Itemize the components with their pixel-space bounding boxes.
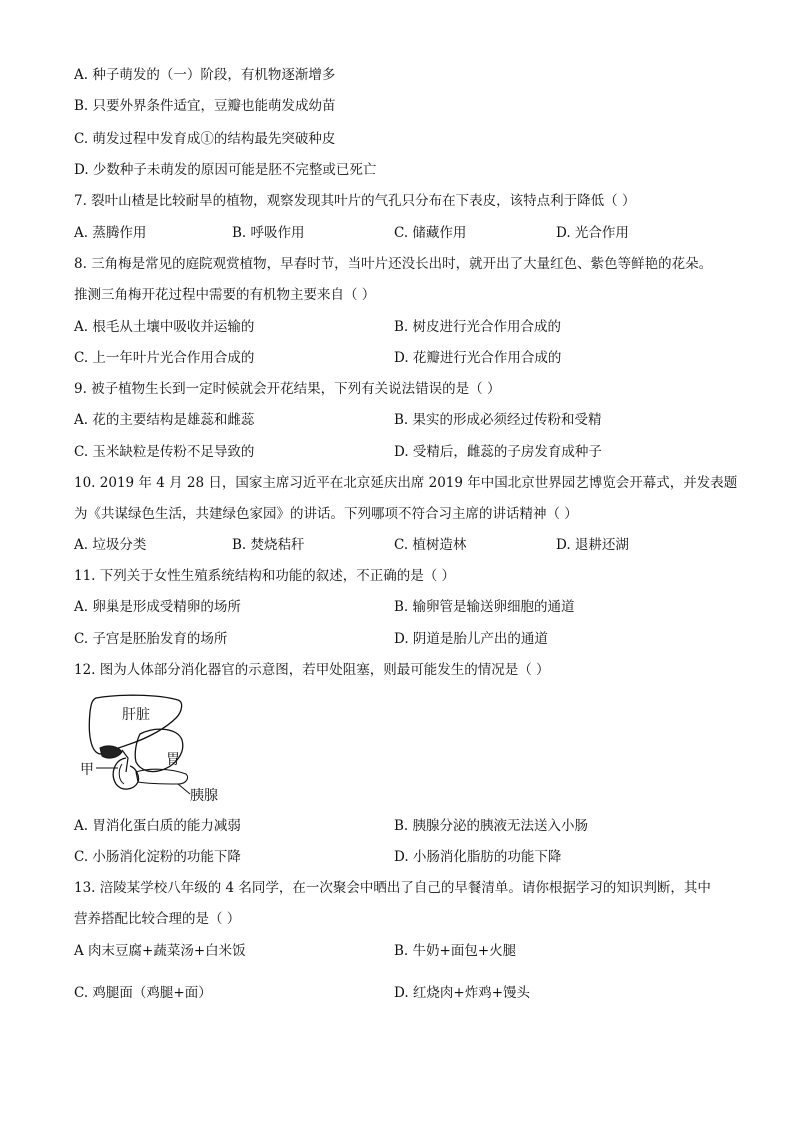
q10-option-c: C. 植树造林 bbox=[394, 537, 467, 553]
q13-option-d: D. 红烧肉+炸鸡+馒头 bbox=[394, 985, 531, 1001]
q7-option-a: A. 蒸腾作用 bbox=[74, 225, 147, 241]
pancreas-shape bbox=[136, 769, 188, 784]
q13-option-c: C. 鸡腿面（鸡腿+面） bbox=[74, 985, 212, 1001]
q12-option-b: B. 胰腺分泌的胰液无法送入小肠 bbox=[394, 818, 589, 834]
digestive-organs-diagram bbox=[78, 692, 228, 804]
q10-option-b: B. 焚烧秸秆 bbox=[232, 537, 305, 553]
q10-option-a: A. 垃圾分类 bbox=[74, 537, 147, 553]
q11-option-d: D. 阴道是胎儿产出的通道 bbox=[394, 631, 548, 647]
option-b: B. 只要外界条件适宜，豆瓣也能萌发成幼苗 bbox=[74, 98, 336, 114]
bile-duct-shape bbox=[122, 750, 128, 772]
q12-option-c: C. 小肠消化淀粉的功能下降 bbox=[74, 849, 241, 865]
question-8-stem-line1: 8. 三角梅是常见的庭院观赏植物，早春时节，当叶片还没长出时，就开出了大量红色、紫色等鲜艳的花朵。 bbox=[74, 256, 713, 272]
q9-option-d: D. 受精后，雌蕊的子房发育成种子 bbox=[394, 444, 602, 460]
question-7-stem: 7. 裂叶山楂是比较耐旱的植物，观察发现其叶片的气孔只分布在下表皮，该特点利于降低（ ） bbox=[74, 193, 636, 209]
q9-option-b: B. 果实的形成必须经过传粉和受精 bbox=[394, 412, 602, 428]
stomach-label: 胃 bbox=[166, 752, 180, 768]
q12-option-d: D. 小肠消化脂肪的功能下降 bbox=[394, 849, 562, 865]
q8-option-b: B. 树皮进行光合作用合成的 bbox=[394, 319, 562, 335]
jia-label: 甲 bbox=[80, 762, 94, 778]
q13-option-b: B. 牛奶+面包+火腿 bbox=[394, 943, 517, 959]
duodenum-shape bbox=[113, 758, 138, 789]
option-a: A. 种子萌发的（一）阶段，有机物逐渐增多 bbox=[74, 67, 336, 83]
q12-option-a: A. 胃消化蛋白质的能力减弱 bbox=[74, 818, 241, 834]
q8-option-c: C. 上一年叶片光合作用合成的 bbox=[74, 350, 255, 366]
q11-option-c: C. 子宫是胚胎发育的场所 bbox=[74, 631, 228, 647]
q7-option-b: B. 呼吸作用 bbox=[232, 225, 305, 241]
pancreas-label: 胰腺 bbox=[190, 788, 218, 804]
option-c: C. 萌发过程中发育成①的结构最先突破种皮 bbox=[74, 131, 336, 147]
question-9-stem: 9. 被子植物生长到一定时候就会开花结果，下列有关说法错误的是（ ） bbox=[74, 381, 501, 397]
q7-option-c: C. 储藏作用 bbox=[394, 225, 467, 241]
pancreas-pointer-line bbox=[178, 784, 190, 794]
question-11-stem: 11. 下列关于女性生殖系统结构和功能的叙述，不正确的是（ ） bbox=[74, 568, 456, 584]
q8-option-a: A. 根毛从土壤中吸收并运输的 bbox=[74, 319, 255, 335]
q11-option-b: B. 输卵管是输送卵细胞的通道 bbox=[394, 599, 575, 615]
question-13-stem-line1: 13. 涪陵某学校八年级的 4 名同学，在一次聚会中晒出了自己的早餐清单。请你根据学习的知识判断，其中 bbox=[74, 880, 711, 896]
q10-option-d: D. 退耕还湖 bbox=[556, 537, 629, 553]
question-10-stem-line2: 为《共谋绿色生活，共建绿色家园》的讲话。下列哪项不符合习主席的讲话精神（ ） bbox=[74, 506, 578, 522]
q8-option-d: D. 花瓣进行光合作用合成的 bbox=[394, 350, 562, 366]
option-d: D. 少数种子未萌发的原因可能是胚不完整或已死亡 bbox=[74, 162, 377, 178]
question-12-stem: 12. 图为人体部分消化器官的示意图，若甲处阻塞，则最可能发生的情况是（ ） bbox=[74, 662, 550, 678]
question-10-stem-line1: 10. 2019 年 4 月 28 日，国家主席习近平在北京延庆出席 2019 年中国北京世界园艺博览会开幕式，并发表题 bbox=[74, 475, 738, 491]
question-13-stem-line2: 营养搭配比较合理的是（ ） bbox=[74, 911, 241, 927]
q9-option-c: C. 玉米缺粒是传粉不足导致的 bbox=[74, 444, 255, 460]
question-8-stem-line2: 推测三角梅开花过程中需要的有机物主要来自（ ） bbox=[74, 287, 376, 303]
q7-option-d: D. 光合作用 bbox=[556, 225, 629, 241]
q11-option-a: A. 卵巢是形成受精卵的场所 bbox=[74, 599, 241, 615]
q9-option-a: A. 花的主要结构是雄蕊和雌蕊 bbox=[74, 412, 255, 428]
liver-shape bbox=[89, 695, 181, 754]
liver-label: 肝脏 bbox=[122, 707, 150, 723]
q13-option-a: A 肉末豆腐+蔬菜汤+白米饭 bbox=[74, 943, 246, 959]
